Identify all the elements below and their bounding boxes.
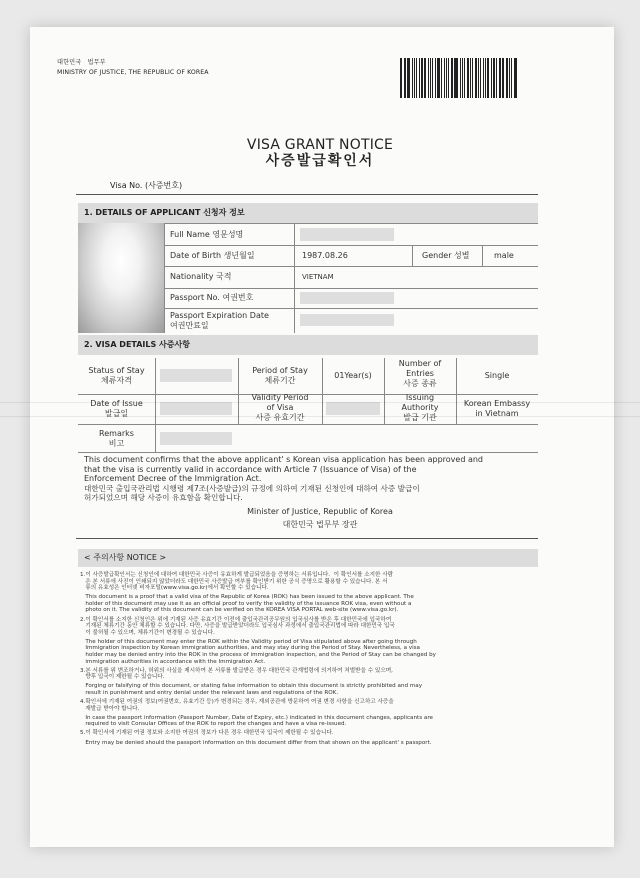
visa-number-label: Visa No. (사증번호) [110, 181, 183, 190]
barcode-bar [416, 58, 417, 98]
barcode-bar [503, 58, 504, 98]
grid-line [164, 223, 165, 333]
barcode-bar [464, 58, 466, 98]
notice-line: 류의 유효성은 인터넷 비자포털(www.visa.go.kr)에서 확인할 수 있습니다. [80, 585, 269, 592]
status-of-stay-label [78, 366, 155, 386]
divider [76, 194, 538, 195]
passport-number-label: Passport No. 여권번호 [170, 293, 254, 302]
issuing-authority-label-ko: 발급 기관 [403, 413, 437, 422]
date-of-issue-label-ko: 발급일 [104, 409, 129, 418]
grid-line [294, 223, 295, 333]
statement-line: Enforcement Decree of the Immigration Act. [84, 474, 262, 483]
ministry-english: MINISTRY OF JUSTICE, THE REPUBLIC OF KOREA [57, 69, 209, 76]
issuing-authority-label [384, 393, 456, 423]
notice-line: In case the passport information (Passport Number, Date of Expiry, etc.) indicated in this document changes, applicants are [80, 714, 433, 721]
barcode-bar [487, 58, 489, 98]
notice-line: 향후 입국이 제한될 수 있습니다. [80, 674, 165, 681]
grid-line [155, 358, 156, 452]
notice-line: 기재된 체류기간 동안 체류할 수 있습니다. 다만, 사증을 발급받았더라도 입국심사 과정에서 출입국관리법에 따라 대한민국 입국 [80, 623, 395, 630]
notice-line: holder may be denied entry into the ROK in the process of immigration inspection, and the Period of Stay can be changed by [80, 652, 436, 659]
barcode-bar [428, 58, 429, 98]
number-of-entries-label-1: Number of [398, 359, 442, 368]
notice-line: This document is a proof that a valid visa of the Republic of Korea (ROK) has been issued to the above applicant. The [80, 594, 414, 601]
barcode-bar [412, 58, 413, 98]
grid-line [164, 288, 538, 289]
barcode-bar [435, 58, 436, 98]
period-of-stay-label-en: Period of Stay [252, 366, 308, 375]
passport-expiry-value [300, 314, 394, 326]
scan-artifact [0, 416, 640, 417]
passport-expiry-label-en: Passport Expiration Date [170, 311, 269, 320]
barcode-bar [480, 58, 482, 98]
period-of-stay-value: 01Year(s) [334, 371, 372, 380]
barcode-bar [430, 58, 431, 98]
barcode-bar [467, 58, 469, 98]
notice-line: The holder of this document may enter the ROK within the Validity period of Visa stipulated above after going through [80, 638, 417, 645]
date-of-issue-value [160, 402, 232, 415]
passport-expiry-label-ko: 여권만료일 [170, 321, 209, 330]
notice-line: photo on it. The validity of this document can be verified on the KOREA VISA PORTAL web-site (www.visa.go.kr). [80, 607, 399, 614]
validity-period-label-2: of Visa [266, 403, 294, 412]
notice-line: 1.이 사증발급확인서는 신청인에 대하여 대한민국 사증이 유효하게 발급되었음을 증명하는 서류입니다. 이 확인서를 소지한 사람 [80, 572, 393, 578]
barcode-bar [455, 58, 458, 98]
statement-line: This document confirms that the above applicant' s Korean visa application has been approved and [84, 455, 483, 464]
barcode-bar [491, 58, 492, 98]
remarks-label [78, 429, 155, 449]
divider [76, 538, 538, 539]
period-of-stay-label-ko: 체류기간 [264, 376, 296, 385]
applicant-photo [78, 223, 164, 333]
status-of-stay-label-en: Status of Stay [88, 366, 145, 375]
statement-line: that the visa is currently valid in accordance with Article 7 (Issuance of Visa) of the [84, 464, 417, 474]
validity-period-value [326, 402, 380, 415]
barcode-bar [506, 58, 508, 98]
barcode-bar [454, 58, 455, 98]
notice-heading: < 주의사항 NOTICE > [78, 549, 538, 567]
barcode-bar [404, 58, 405, 98]
remarks-label-en: Remarks [99, 429, 134, 438]
notice-line: 4.확인서에 기재된 여권의 정보(여권번호, 유효기간 등)가 변경되는 경우, 재외공관에 방문하여 여권 변경 사항을 신고하고 사증을 [80, 699, 394, 706]
dob-label: Date of Birth 생년월일 [170, 251, 255, 260]
issuing-authority-value-1: Korean Embassy [463, 399, 531, 408]
notice-line: immigration authorities in accordance with the Immigration Act. [80, 658, 266, 665]
barcode-bar [444, 58, 446, 98]
grid-line [322, 358, 323, 424]
barcode-bar [485, 58, 486, 98]
issuing-authority-value-2: in Vietnam [475, 409, 519, 418]
barcode-bar [502, 58, 503, 98]
dob-value: 1987.08.26 [302, 251, 348, 260]
notice-body [80, 572, 540, 746]
barcode-bar [407, 58, 410, 98]
grid-line [78, 452, 538, 453]
issuing-authority-label-2: Authority [401, 403, 439, 412]
signer-english: Minister of Justice, Republic of Korea [247, 507, 393, 516]
remarks-label-ko: 비고 [108, 439, 125, 448]
barcode-bar [421, 58, 423, 98]
notice-line: Immigration inspection by Korean immigration authorities, and may stay during the Period of Stay. Nevertheless, a visa [80, 645, 420, 652]
passport-expiry-label [170, 311, 269, 331]
confirmation-statement [84, 455, 540, 503]
grid-line [412, 245, 413, 266]
grid-line [164, 308, 538, 309]
barcode-bar [470, 58, 471, 98]
barcode-bar [499, 58, 501, 98]
barcode-bar [483, 58, 484, 98]
full-name-value [300, 228, 394, 241]
barcode-bar [432, 58, 434, 98]
notice-line: 재발급 받아야 합니다. [80, 705, 140, 712]
number-of-entries-label-2: Entries [406, 369, 434, 378]
barcode-bar [451, 58, 453, 98]
nationality-label: Nationality 국적 [170, 272, 232, 281]
barcode-bar [475, 58, 478, 98]
status-of-stay-value [160, 369, 232, 382]
notice-line: result in punishment and entry denial under the relevant laws and regulations of the ROK. [80, 690, 339, 696]
gender-value: male [494, 251, 514, 260]
grid-line [164, 223, 538, 224]
signer-korean: 대한민국 법무부 장관 [282, 520, 358, 529]
barcode-bar [460, 58, 461, 98]
notice-line: holder of this document may use it as an official proof to verify the validity of the issuance ROK visa, even without a [80, 600, 412, 607]
barcode-bar [419, 58, 420, 98]
grid-line [164, 266, 538, 267]
ministry-header [57, 58, 209, 78]
status-of-stay-label-ko: 체류자격 [101, 376, 132, 385]
statement-line: 허가되었으며 해당 사증이 유효함을 확인합니다. [84, 493, 243, 502]
notice-line: Forging or falsifying of this document, or stating false information to obtain this document is strictly prohibited and may [80, 683, 422, 690]
nationality-value: VIETNAM [302, 273, 334, 281]
barcode-bar [441, 58, 442, 98]
notice-line: required to visit Consular Offices of the ROK to report the changes and have a visa re-issued. [80, 721, 347, 728]
ministry-korean: 대한민국 법무부 [57, 59, 106, 66]
section-visa-heading: 2. VISA DETAILS 사증사항 [78, 335, 538, 355]
barcode-bar [400, 58, 402, 98]
notice-line: 3.본 서류를 위 변조하거나, 허위의 사실을 제시하여 본 서류를 발급받은 경우 대한민국 관계법령에 의거하여 처벌받을 수 있으며, [80, 667, 393, 674]
barcode-bar [509, 58, 510, 98]
barcode-bar [478, 58, 479, 98]
barcode-bar [414, 58, 416, 98]
number-of-entries-label [384, 359, 456, 389]
barcode-bar [493, 58, 496, 98]
notice-line: 5.이 확인서에 기재된 여권 정보와 소지한 여권의 정보가 다른 경우 대한민국 입국이 제한될 수 있습니다. [80, 730, 334, 737]
number-of-entries-value: Single [484, 371, 510, 380]
date-of-issue-label-en: Date of Issue [90, 399, 143, 408]
barcode-bar [511, 58, 513, 98]
barcode-bar [448, 58, 449, 98]
grid-line [482, 245, 483, 266]
grid-line [78, 424, 538, 425]
full-name-label: Full Name 영문성명 [170, 230, 244, 239]
barcode-bar [462, 58, 463, 98]
section-applicant-heading: 1. DETAILS OF APPLICANT 신청자 정보 [78, 203, 538, 223]
document-subtitle: 사증발급확인서 [265, 153, 375, 169]
notice-line: 이 불허될 수 있으며, 체류기간이 변경될 수 있습니다. [80, 629, 215, 636]
barcode-bar [472, 58, 473, 98]
barcode-bar [496, 58, 497, 98]
notice-line: 2.이 확인서를 소지한 신청인은 위에 기재된 사증 유효기간 이전에 출입국관리공무원의 입국심사를 받은 후 대한민국에 입국하여 [80, 616, 392, 623]
notice-line: 은 본 서류에 사진이 인쇄되지 않았더라도 대한민국 사증발급 여부를 확인받기 위한 공식 증명으로 활용할 수 있습니다. 본 서 [80, 578, 388, 585]
gender-label: Gender 성별 [422, 251, 470, 260]
remarks-value [160, 432, 232, 445]
validity-period-label-ko: 사증 유효기간 [255, 413, 305, 422]
scan-artifact [0, 402, 640, 403]
document-title: VISA GRANT NOTICE [246, 137, 394, 153]
barcode [400, 58, 518, 98]
validity-period-label [238, 393, 322, 423]
barcode-bar [424, 58, 427, 98]
period-of-stay-label [238, 366, 322, 386]
barcode-bar [437, 58, 440, 98]
issuing-authority-label-1: Issuing [405, 393, 435, 402]
statement-line: 대한민국 출입국관리법 시행령 제7조(사증발급)의 규정에 의하여 기재된 신청인에 대하여 사증 발급이 [84, 483, 420, 493]
barcode-bar [446, 58, 447, 98]
notice-line: Entry may be denied should the passport information on this document differ from that shown on the applicant' s passport. [80, 739, 432, 746]
validity-period-label-1: Validity Period [251, 393, 309, 402]
number-of-entries-label-ko: 사증 종류 [403, 379, 437, 388]
passport-number-value [300, 292, 394, 304]
barcode-bar [514, 58, 517, 98]
barcode-bar [405, 58, 406, 98]
